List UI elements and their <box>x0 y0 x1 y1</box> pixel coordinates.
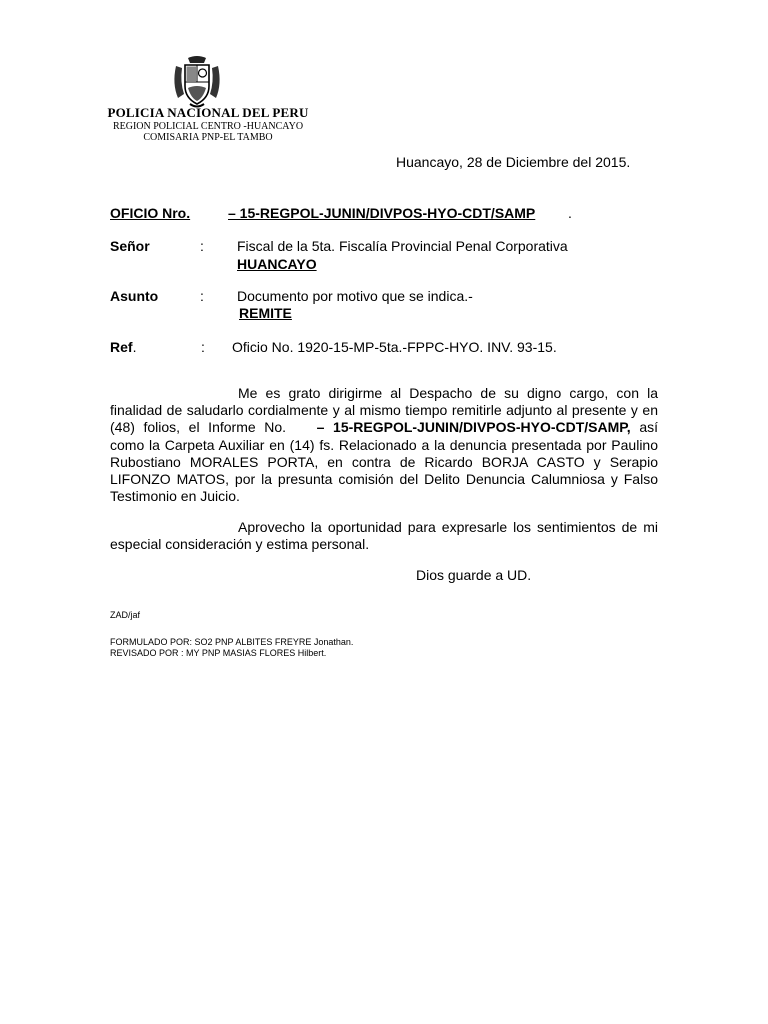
ref-colon: : <box>201 339 205 355</box>
oficio-line: OFICIO Nro. – 15-REGPOL-JUNIN/DIVPOS-HYO-CDT/SAMP . <box>110 205 572 221</box>
senor-label: Señor <box>110 238 150 254</box>
senor-colon: : <box>200 238 204 254</box>
paragraph2-text: Aprovecho la oportunidad para expresarle los sentimientos de mi especial consideración y estima personal. <box>110 519 658 553</box>
coat-of-arms-icon <box>170 54 224 110</box>
senor-city: HUANCAYO <box>237 256 317 272</box>
paragraph1-part2: así como la Carpeta Auxiliar en (14) fs. Relacionado a la denuncia presentada por Paulino Rubostiano MORALES PORTA, en contra de Ricardo BORJA CASTO y Serapio LIFONZO MATOS, por la presunta comisión del Delito Denuncia Calumniosa y Falso Testimonio en Juicio. <box>110 419 658 505</box>
ref-label: Ref. <box>110 339 137 355</box>
formulado-por: FORMULADO POR: SO2 PNP ALBITES FREYRE Jonathan. <box>110 637 354 647</box>
letter-date: Huancayo, 28 de Diciembre del 2015. <box>396 154 631 170</box>
paragraph1-part1: Me es grato dirigirme al Despacho de su digno cargo, con la finalidad de saludarlo cordialmente y al mismo tiempo remitirle adjunto al presente y en (48) folios, el Informe No. <box>110 385 658 436</box>
ref-value: Oficio No. 1920-15-MP-5ta.-FPPC-HYO. INV. 93-15. <box>232 339 557 355</box>
informe-number: – 15-REGPOL-JUNIN/DIVPOS-HYO-CDT/SAMP, <box>316 419 631 436</box>
asunto-label: Asunto <box>110 288 159 304</box>
comisaria-name: COMISARIA PNP-EL TAMBO <box>143 132 273 143</box>
asunto-text: Documento por motivo que se indica.- <box>237 288 473 304</box>
body-paragraph-1 <box>110 385 658 505</box>
initials: ZAD/jaf <box>110 610 141 620</box>
org-name: POLICIA NACIONAL DEL PERU <box>107 105 309 120</box>
closing-salutation: Dios guarde a UD. <box>416 567 532 583</box>
region-name: REGION POLICIAL CENTRO -HUANCAYO <box>112 121 304 132</box>
body-paragraph-2 <box>110 519 658 553</box>
revisado-por: REVISADO POR : MY PNP MASIAS FLORES Hilbert. <box>110 648 327 658</box>
asunto-colon: : <box>200 288 204 304</box>
oficio-label: OFICIO Nro. <box>110 205 191 221</box>
senor-recipient: Fiscal de la 5ta. Fiscalía Provincial Penal Corporativa <box>237 238 568 254</box>
oficio-number: – 15-REGPOL-JUNIN/DIVPOS-HYO-CDT/SAMP <box>228 205 536 221</box>
asunto-action: REMITE <box>239 305 292 321</box>
